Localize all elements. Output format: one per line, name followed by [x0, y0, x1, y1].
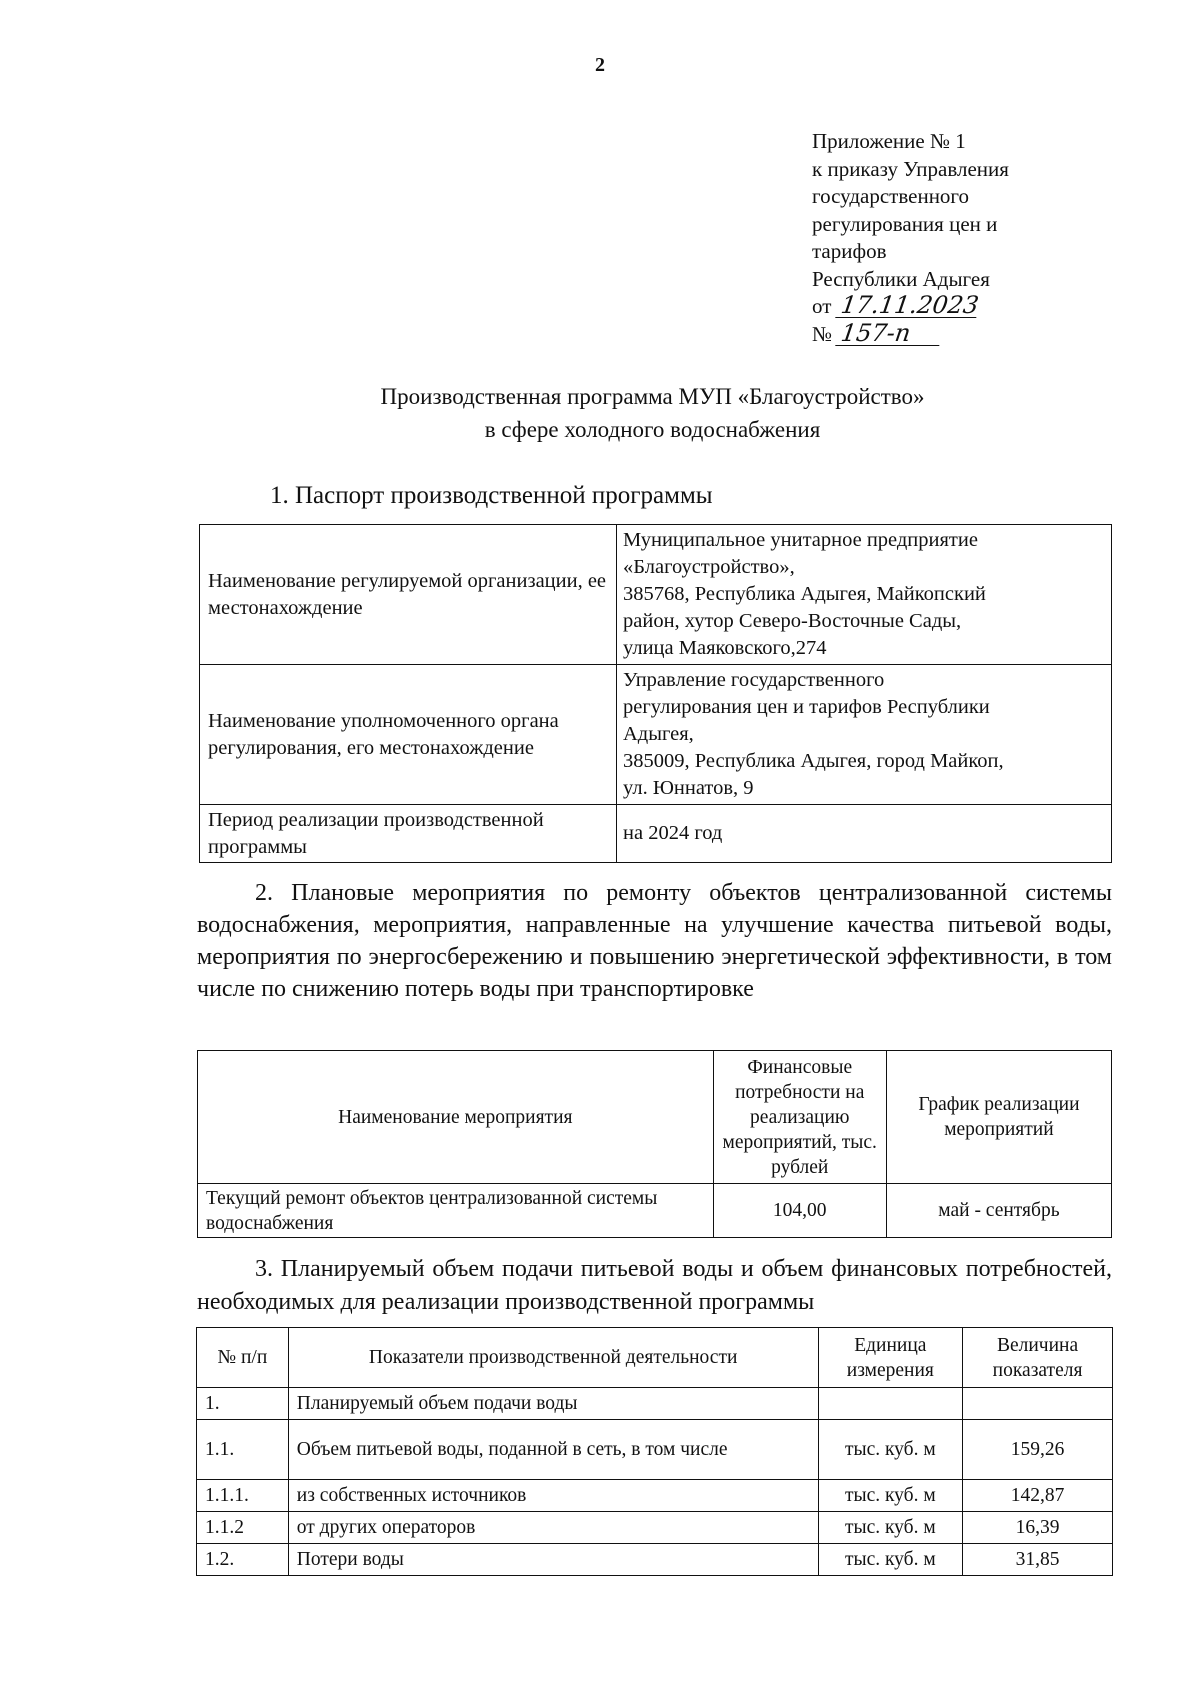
- table-row: [197, 1388, 1113, 1420]
- table-row: [197, 1544, 1113, 1576]
- table-header-row: [197, 1328, 1113, 1388]
- appendix-date-row: [812, 293, 1112, 321]
- table-row: [200, 805, 1112, 863]
- row-indicator: Потери воды: [288, 1544, 818, 1576]
- table-header-row: [198, 1051, 1112, 1184]
- passport-label: Наименование уполномоченного органа регулирования, его местонахождение: [200, 665, 617, 805]
- row-value: 142,87: [963, 1480, 1113, 1512]
- table-row: [200, 525, 1112, 665]
- handwritten-number: 157-п: [836, 321, 944, 346]
- section1-heading: 1. Паспорт производственной программы: [270, 482, 713, 509]
- section2-heading: [197, 877, 1112, 1005]
- row-number: 1.1.2: [197, 1512, 289, 1544]
- row-unit: тыс. куб. м: [818, 1544, 963, 1576]
- value-line: на 2024 год: [623, 822, 723, 844]
- appendix-line: государственного: [812, 184, 970, 208]
- value-line: 385009, Республика Адыгея, город Майкоп,: [623, 750, 1004, 772]
- handwritten-date: 17.11.2023: [835, 293, 980, 318]
- section2-paragraph: 2. Плановые мероприятия по ремонту объектов централизованной системы водоснабжения, мероприятия, направленные на улучшение качества питьевой воды, мероприятия по энергосбережению и повышению энергетической эффективности, в том числе по снижению потерь воды при транспортировке: [197, 880, 1112, 1002]
- row-value: 31,85: [963, 1544, 1113, 1576]
- value-line: Управление государственного: [623, 669, 885, 691]
- row-value: [963, 1388, 1113, 1420]
- column-header: Финансовые потребности на реализацию мероприятий, тыс. рублей: [713, 1051, 886, 1184]
- title-line-2: в сфере холодного водоснабжения: [484, 417, 821, 442]
- passport-table: [199, 524, 1112, 863]
- passport-value: [617, 665, 1112, 805]
- table-row: [197, 1420, 1113, 1480]
- column-header: Величина показателя: [963, 1328, 1113, 1388]
- measure-finance: 104,00: [713, 1184, 886, 1238]
- appendix-number-row: [812, 318, 1112, 349]
- row-unit: [818, 1388, 963, 1420]
- column-header: График реализации мероприятий: [886, 1051, 1111, 1184]
- appendix-line: Приложение № 1: [812, 129, 966, 153]
- page-number: 2: [595, 54, 605, 76]
- value-line: Муниципальное унитарное предприятие: [623, 529, 978, 551]
- table-row: [197, 1512, 1113, 1544]
- column-header: Единица измерения: [818, 1328, 963, 1388]
- appendix-line: регулирования цен и: [812, 211, 998, 236]
- appendix-line: тарифов: [812, 239, 887, 263]
- passport-value: [617, 525, 1112, 665]
- value-line: «Благоустройство»,: [623, 556, 795, 578]
- document-title: [200, 380, 1105, 446]
- row-indicator: Объем питьевой воды, поданной в сеть, в том числе: [288, 1420, 818, 1480]
- measure-name: Текущий ремонт объектов централизованной системы водоснабжения: [198, 1184, 714, 1238]
- value-line: ул. Юннатов, 9: [623, 777, 754, 799]
- section3-paragraph: 3. Планируемый объем подачи питьевой воды и объем финансовых потребностей, необходимых для реализации производственной программы: [197, 1256, 1112, 1315]
- row-number: 1.2.: [197, 1544, 289, 1576]
- column-header: Наименование мероприятия: [198, 1051, 714, 1184]
- table-row: [198, 1184, 1112, 1238]
- row-number: 1.1.1.: [197, 1480, 289, 1512]
- value-line: улица Маяковского,274: [623, 637, 827, 659]
- row-number: 1.1.: [197, 1420, 289, 1480]
- value-line: 385768, Республика Адыгея, Майкопский: [623, 583, 986, 605]
- row-unit: тыс. куб. м: [818, 1512, 963, 1544]
- table-row: [197, 1480, 1113, 1512]
- passport-label: Период реализации производственной программы: [200, 805, 617, 863]
- row-number: 1.: [197, 1388, 289, 1420]
- appendix-block: [812, 128, 1112, 348]
- value-line: район, хутор Северо-Восточные Сады,: [623, 610, 962, 632]
- value-line: регулирования цен и тарифов Республики: [623, 696, 990, 718]
- passport-label: Наименование регулируемой организации, ее местонахождение: [200, 525, 617, 665]
- measures-table: [197, 1050, 1112, 1238]
- measure-schedule: май - сентябрь: [886, 1184, 1111, 1238]
- column-header: № п/п: [197, 1328, 289, 1388]
- row-indicator: Планируемый объем подачи воды: [288, 1388, 818, 1420]
- indicators-table: [196, 1327, 1113, 1576]
- value-line: Адыгея,: [623, 723, 694, 745]
- appendix-line: к приказу Управления: [812, 156, 1009, 181]
- appendix-line: Республики Адыгея: [812, 266, 990, 291]
- row-unit: тыс. куб. м: [818, 1420, 963, 1480]
- row-indicator: от других операторов: [288, 1512, 818, 1544]
- date-prefix: от: [812, 294, 832, 318]
- title-line-1: Производственная программа МУП «Благоустройство»: [380, 384, 925, 409]
- row-value: 159,26: [963, 1420, 1113, 1480]
- row-unit: тыс. куб. м: [818, 1480, 963, 1512]
- row-indicator: из собственных источников: [288, 1480, 818, 1512]
- column-header: Показатели производственной деятельности: [288, 1328, 818, 1388]
- number-prefix: №: [812, 321, 833, 346]
- row-value: 16,39: [963, 1512, 1113, 1544]
- table-row: [200, 665, 1112, 805]
- passport-value: [617, 805, 1112, 863]
